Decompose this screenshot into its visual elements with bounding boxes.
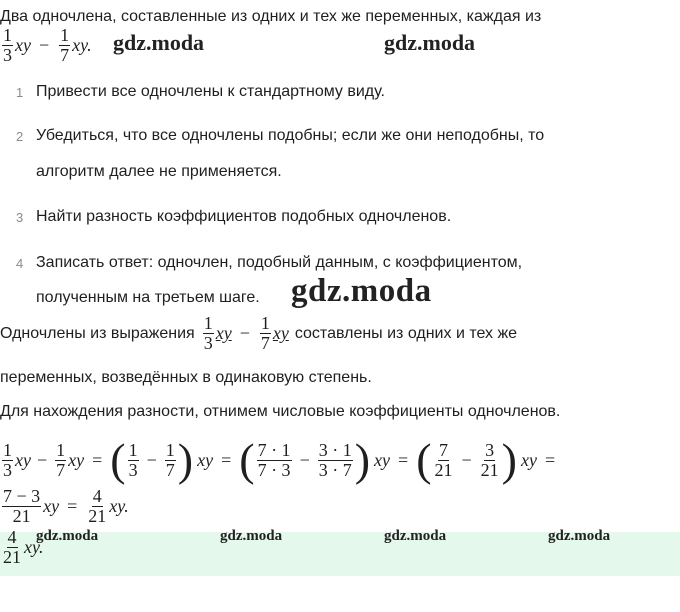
fraction: $\frac{1}{3}$ bbox=[3, 25, 12, 65]
intro-expression: $\frac{1}{3}$ xy − $\frac{1}{7}$ xy. bbox=[3, 25, 92, 65]
watermark: gdz.moda bbox=[291, 273, 432, 309]
step-4: 4 Записать ответ: одночлен, подобный данным, с коэффициентом, bbox=[16, 254, 523, 271]
calculation-line-1: $\frac{1}{3}$ xy − $\frac{1}{7}$ xy = ( $\frac{1}{3}$ − $\frac{1}{7}$ ) xy = ( $\frac{7 \cdot 1}{7 \cdot 3}$ − $\frac{3 \cdot 1}{3 \cdot 7}$ ) xy = ( $\frac{7}{21}$ − $\frac{3}{21}$ ) xy = bbox=[3, 434, 556, 485]
fraction: $\frac{1}{7}$ bbox=[60, 25, 70, 65]
step-1: 1 Привести все одночлены к стандартному виду. bbox=[16, 83, 385, 100]
fraction: $\frac{1}{7}$ bbox=[260, 313, 270, 353]
watermark: gdz.moda bbox=[384, 30, 476, 55]
explanation-line-2: переменных, возведённых в одинаковую степень. bbox=[0, 369, 372, 386]
explanation-line-3: Для нахождения разности, отнимем числовые коэффициенты одночленов. bbox=[0, 403, 561, 420]
explanation-line-1: Одночлены из выражения $\frac{1}{3}$ xy − $\frac{1}{7}$ xy составлены из одних и тех же bbox=[0, 313, 518, 353]
step-2: 2 Убедиться, что все одночлены подобны; если же они неподобны, то bbox=[16, 127, 545, 144]
step-2-continued: алгоритм далее не применяется. bbox=[36, 163, 282, 180]
step-4-continued: полученным на третьем шаге. bbox=[36, 289, 260, 306]
watermark: gdz.moda bbox=[113, 30, 205, 55]
fraction: $\frac{1}{3}$ bbox=[203, 313, 213, 353]
watermark: gdz.moda bbox=[36, 528, 99, 544]
calculation-line-2: $\frac{7 - 3}{21}$ xy = $\frac{4}{21}$ xy. bbox=[3, 486, 129, 526]
watermark: gdz.moda bbox=[548, 528, 611, 544]
answer-expression: $\frac{4}{21}$ xy. bbox=[3, 527, 44, 567]
watermark: gdz.moda bbox=[220, 528, 283, 544]
watermark: gdz.moda bbox=[384, 528, 447, 544]
step-3: 3 Найти разность коэффициентов подобных одночленов. bbox=[16, 208, 452, 225]
intro-text: Два одночлена, составленные из одних и тех же переменных, каждая из bbox=[0, 8, 542, 25]
